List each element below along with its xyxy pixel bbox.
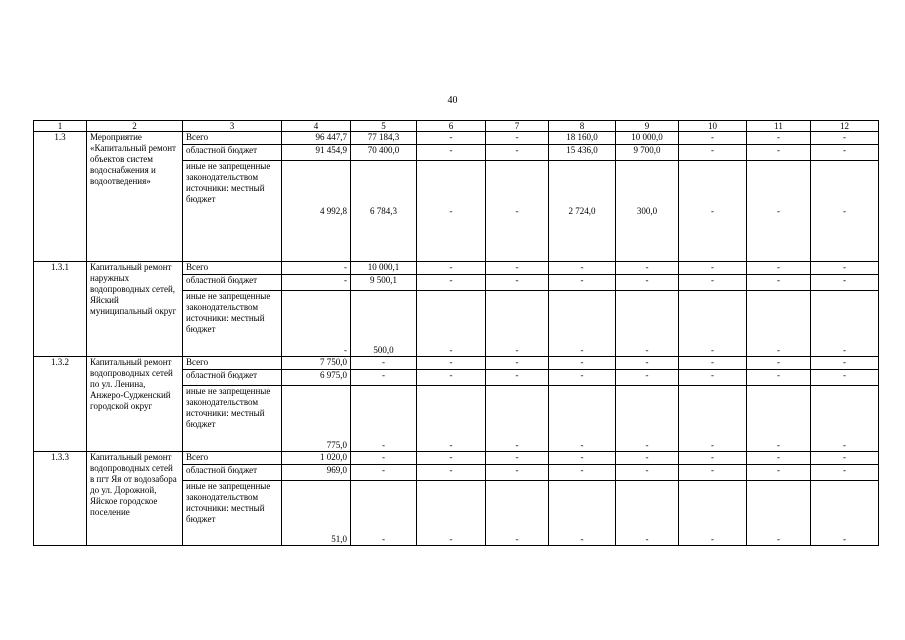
amount-cell: -: [616, 275, 679, 291]
activity-name: Мероприятие «Капитальный ремонт объектов систем водоснабжения и водоотведения»: [87, 132, 183, 262]
amount-cell: -: [486, 262, 549, 275]
amount-cell: -: [486, 145, 549, 161]
amount-cell: 9 700,0: [616, 145, 679, 161]
amount-cell: -: [351, 386, 417, 452]
amount-cell: -: [679, 452, 747, 465]
funding-source: областной бюджет: [183, 275, 282, 291]
column-header: 5: [351, 121, 417, 132]
amount-cell: -: [486, 481, 549, 546]
amount-cell: -: [351, 465, 417, 481]
amount-cell: 10 000,1: [351, 262, 417, 275]
funding-source: областной бюджет: [183, 370, 282, 386]
amount-cell: -: [616, 291, 679, 357]
table-row: [34, 357, 879, 370]
amount-cell: 500,0: [351, 291, 417, 357]
amount-cell: -: [679, 275, 747, 291]
amount-cell: -: [747, 452, 811, 465]
amount-cell: -: [549, 386, 616, 452]
amount-cell: -: [417, 262, 486, 275]
budget-table: [33, 120, 879, 546]
amount-cell: -: [351, 370, 417, 386]
funding-source: областной бюджет: [183, 465, 282, 481]
amount-cell: -: [486, 465, 549, 481]
funding-source: иные не запрещенные законодательством источники: местный бюджет: [183, 481, 282, 546]
column-header: 2: [87, 121, 183, 132]
amount-cell: -: [616, 386, 679, 452]
amount-cell: -: [549, 481, 616, 546]
amount-cell: -: [679, 145, 747, 161]
amount-cell: -: [616, 465, 679, 481]
amount-cell: -: [486, 357, 549, 370]
column-header: 6: [417, 121, 486, 132]
table-row: [34, 452, 879, 465]
row-code: 1.3: [34, 132, 87, 262]
amount-cell: -: [549, 452, 616, 465]
amount-cell: 51,0: [282, 481, 351, 546]
amount-cell: -: [282, 262, 351, 275]
amount-cell: -: [351, 481, 417, 546]
activity-name: Капитальный ремонт водопроводных сетей в пгт Яя от водозабора до ул. Дорожной, Яйское городское поселение: [87, 452, 183, 546]
amount-cell: 6 784,3: [351, 161, 417, 262]
amount-cell: -: [811, 132, 879, 145]
amount-cell: -: [486, 291, 549, 357]
amount-cell: -: [486, 452, 549, 465]
amount-cell: -: [616, 370, 679, 386]
funding-source: иные не запрещенные законодательством источники: местный бюджет: [183, 291, 282, 357]
column-header: 10: [679, 121, 747, 132]
amount-cell: -: [417, 452, 486, 465]
amount-cell: -: [486, 370, 549, 386]
amount-cell: -: [417, 161, 486, 262]
amount-cell: -: [282, 275, 351, 291]
amount-cell: -: [417, 357, 486, 370]
amount-cell: -: [811, 161, 879, 262]
amount-cell: -: [417, 291, 486, 357]
column-header: 9: [616, 121, 679, 132]
amount-cell: -: [417, 386, 486, 452]
amount-cell: 70 400,0: [351, 145, 417, 161]
column-header: 3: [183, 121, 282, 132]
amount-cell: -: [486, 386, 549, 452]
column-header: 4: [282, 121, 351, 132]
amount-cell: -: [811, 452, 879, 465]
activity-name: Капитальный ремонт водопроводных сетей по ул. Ленина, Анжеро-Судженский городской округ: [87, 357, 183, 452]
amount-cell: -: [747, 291, 811, 357]
amount-cell: -: [616, 262, 679, 275]
amount-cell: -: [679, 132, 747, 145]
amount-cell: -: [417, 275, 486, 291]
amount-cell: -: [549, 262, 616, 275]
amount-cell: -: [549, 357, 616, 370]
amount-cell: -: [486, 275, 549, 291]
amount-cell: -: [811, 145, 879, 161]
amount-cell: -: [549, 370, 616, 386]
amount-cell: -: [549, 275, 616, 291]
amount-cell: -: [811, 370, 879, 386]
amount-cell: 969,0: [282, 465, 351, 481]
funding-source: иные не запрещенные законодательством источники: местный бюджет: [183, 161, 282, 262]
funding-source: Всего: [183, 132, 282, 145]
amount-cell: 10 000,0: [616, 132, 679, 145]
amount-cell: -: [811, 357, 879, 370]
amount-cell: -: [417, 370, 486, 386]
amount-cell: -: [747, 275, 811, 291]
funding-source: Всего: [183, 452, 282, 465]
amount-cell: 77 184,3: [351, 132, 417, 145]
amount-cell: 1 020,0: [282, 452, 351, 465]
amount-cell: -: [679, 481, 747, 546]
column-header: 11: [747, 121, 811, 132]
amount-cell: -: [811, 291, 879, 357]
table-row: [34, 262, 879, 275]
amount-cell: -: [747, 357, 811, 370]
amount-cell: -: [351, 452, 417, 465]
amount-cell: -: [282, 291, 351, 357]
column-header: 1: [34, 121, 87, 132]
amount-cell: -: [747, 465, 811, 481]
amount-cell: -: [679, 386, 747, 452]
amount-cell: 91 454,9: [282, 145, 351, 161]
amount-cell: -: [679, 291, 747, 357]
amount-cell: -: [417, 132, 486, 145]
amount-cell: -: [679, 357, 747, 370]
row-code: 1.3.2: [34, 357, 87, 452]
amount-cell: 6 975,0: [282, 370, 351, 386]
amount-cell: -: [351, 357, 417, 370]
amount-cell: -: [747, 481, 811, 546]
amount-cell: 300,0: [616, 161, 679, 262]
amount-cell: 7 750,0: [282, 357, 351, 370]
amount-cell: -: [747, 262, 811, 275]
amount-cell: -: [811, 275, 879, 291]
amount-cell: -: [549, 291, 616, 357]
amount-cell: 775,0: [282, 386, 351, 452]
amount-cell: -: [747, 161, 811, 262]
table-row: [34, 132, 879, 145]
funding-source: Всего: [183, 262, 282, 275]
amount-cell: -: [616, 452, 679, 465]
funding-source: областной бюджет: [183, 145, 282, 161]
amount-cell: -: [417, 481, 486, 546]
page-number: 40: [447, 95, 458, 106]
amount-cell: -: [417, 465, 486, 481]
amount-cell: -: [811, 481, 879, 546]
amount-cell: -: [417, 145, 486, 161]
column-header: 8: [549, 121, 616, 132]
column-header: 7: [486, 121, 549, 132]
amount-cell: -: [747, 132, 811, 145]
amount-cell: -: [811, 262, 879, 275]
amount-cell: 4 992,8: [282, 161, 351, 262]
amount-cell: -: [486, 161, 549, 262]
amount-cell: -: [616, 481, 679, 546]
amount-cell: -: [616, 357, 679, 370]
row-code: 1.3.1: [34, 262, 87, 357]
amount-cell: -: [679, 262, 747, 275]
amount-cell: -: [679, 161, 747, 262]
funding-source: иные не запрещенные законодательством источники: местный бюджет: [183, 386, 282, 452]
amount-cell: 15 436,0: [549, 145, 616, 161]
amount-cell: -: [747, 386, 811, 452]
amount-cell: 18 160,0: [549, 132, 616, 145]
amount-cell: 2 724,0: [549, 161, 616, 262]
amount-cell: -: [811, 465, 879, 481]
activity-name: Капитальный ремонт наружных водопроводных сетей, Яйский муниципальный округ: [87, 262, 183, 357]
amount-cell: -: [811, 386, 879, 452]
column-header-row: [34, 121, 879, 132]
column-header: 12: [811, 121, 879, 132]
amount-cell: -: [679, 370, 747, 386]
row-code: 1.3.3: [34, 452, 87, 546]
amount-cell: -: [747, 145, 811, 161]
amount-cell: 9 500,1: [351, 275, 417, 291]
funding-source: Всего: [183, 357, 282, 370]
amount-cell: -: [549, 465, 616, 481]
amount-cell: 96 447,7: [282, 132, 351, 145]
amount-cell: -: [486, 132, 549, 145]
amount-cell: -: [747, 370, 811, 386]
amount-cell: -: [679, 465, 747, 481]
